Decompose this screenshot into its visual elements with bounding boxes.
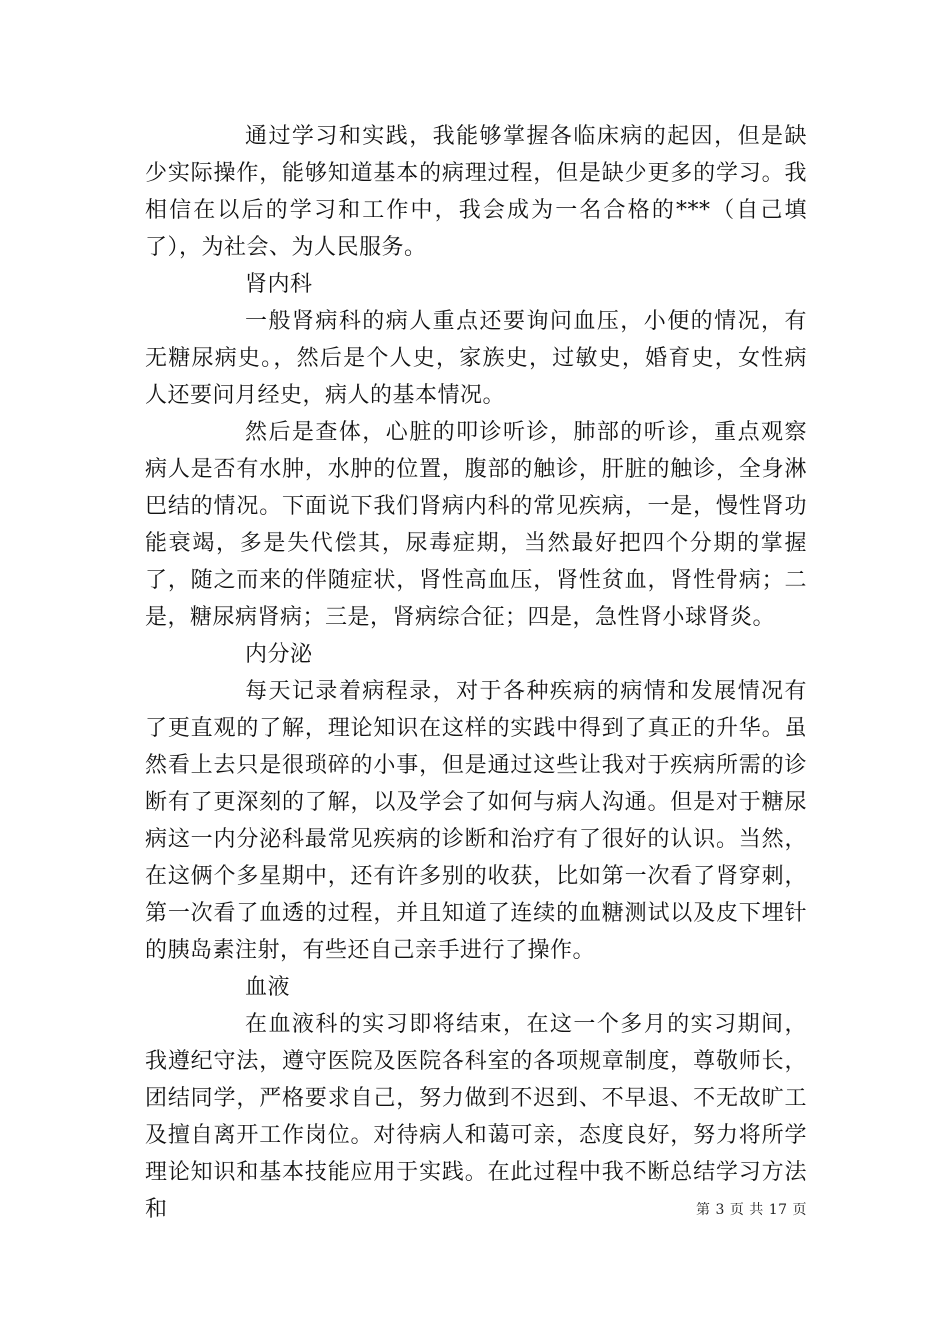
section-heading-hematology: 血液 [245, 975, 291, 1000]
page-number-footer: 第 3 页 共 17 页 [696, 1202, 807, 1218]
section-heading-endocrinology: 内分泌 [245, 642, 313, 667]
paragraph-endocrinology: 每天记录着病程录，对于各种疾病的病情和发展情况有了更直观的了解，理论知识在这样的实践中得到了真正的升华。虽然看上去只是很琐碎的小事，但是通过这些让我对于疾病所需的诊断有了更深刻的了解，以及学会了如何与病人沟通。但是对于糖尿病这一内分泌科最常见疾病的诊断和治疗有了很好的认识。当然，在这俩个多星期中，还有许多别的收获，比如第一次看了肾穿刺，第一次看了血透的过程，并且知道了连续的血糖测试以及皮下埋针的胰岛素注射，有些还自己亲手进行了操作。 [145, 679, 807, 963]
section-heading-nephrology: 肾内科 [245, 272, 313, 297]
paragraph-nephrology-history: 一般肾病科的病人重点还要询问血压，小便的情况，有无糖尿病史。，然后是个人史，家族史，过敏史，婚育史，女性病人还要问月经史，病人的基本情况。 [145, 309, 807, 408]
paragraph-intro-summary: 通过学习和实践，我能够掌握各临床病的起因，但是缺少实际操作，能够知道基本的病理过程，但是缺少更多的学习。我相信在以后的学习和工作中，我会成为一名合格的***（自己填了），为社会、为人民服务。 [145, 124, 807, 260]
paragraph-nephrology-exam: 然后是查体，心脏的叩诊听诊，肺部的听诊，重点观察病人是否有水肿，水肿的位置，腹部的触诊，肝脏的触诊，全身淋巴结的情况。下面说下我们肾病内科的常见疾病，一是，慢性肾功能衰竭，多是失代偿其，尿毒症期，当然最好把四个分期的掌握了，随之而来的伴随症状，肾性高血压，肾性贫血，肾性骨病；二是，糖尿病肾病；三是，肾病综合征；四是，急性肾小球肾炎。 [145, 420, 807, 630]
paragraph-hematology: 在血液科的实习即将结束，在这一个多月的实习期间，我遵纪守法，遵守医院及医院各科室的各项规章制度，尊敬师长，团结同学，严格要求自己，努力做到不迟到、不早退、不无故旷工及擅自离开工作岗位。对待病人和蔼可亲，态度良好，努力将所学理论知识和基本技能应用于实践。在此过程中我不断总结学习方法和 [145, 1012, 807, 1222]
document-body [145, 118, 807, 1228]
